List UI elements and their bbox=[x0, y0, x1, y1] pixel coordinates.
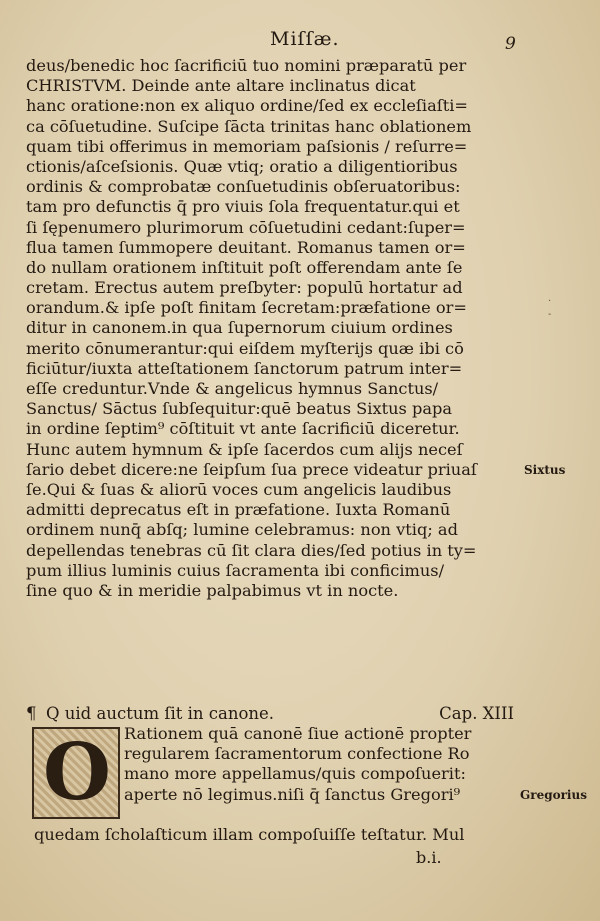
pilcrow-icon: ¶ bbox=[26, 704, 37, 723]
text-line: ſario debet dicere:ne ſeipſum ſua prece videatur priuaſ bbox=[26, 459, 477, 479]
text-line: ordinem nunq̄ abſq; lumine celebramus: non vtiq; ad bbox=[26, 520, 458, 540]
margin-tick-icon: · bbox=[548, 296, 552, 307]
text-line: regularem ſacramentorum confectione Ro bbox=[124, 744, 470, 764]
text-line: in ordine ſeptim⁹ cōſtituit vt ante ſacrificiū diceretur. bbox=[26, 419, 460, 439]
text-line: pum illius luminis cuius ſacramenta ibi conficimus/ bbox=[26, 560, 445, 580]
text-line: Rationem quā canonē ſiue actionē propter bbox=[124, 724, 472, 743]
text-line: depellendas tenebras cū ſit clara dies/ſed potius in ty= bbox=[26, 540, 477, 560]
text-line: CHRISTVM. Deinde ante altare inclinatus dicat bbox=[26, 76, 416, 96]
text-line: Hunc autem hymnum & ipſe ſacerdos cum alijs neceſ bbox=[26, 439, 463, 459]
text-line: admitti deprecatus eſt in præfatione. Iuxta Romanū bbox=[26, 500, 451, 520]
body-text bbox=[26, 56, 520, 601]
chapter-text bbox=[124, 724, 520, 805]
text-line: ctionis/aſceſsionis. Quæ vtiq; oratio a diligentioribus bbox=[26, 156, 458, 176]
text-line: ca cōſuetudine. Suſcipe ſācta trinitas hanc oblationem bbox=[26, 116, 472, 136]
text-line: quam tibi offerimus in memoriam paſsionis / reſurre= bbox=[26, 136, 468, 156]
text-line: quedam ſcholaſticum illam compoſuiſſe teſtatur. Mul bbox=[34, 825, 465, 844]
text-line: tam pro defunctis q̄ pro viuis ſola frequentatur.qui et bbox=[26, 197, 460, 217]
margin-note-gregorius: Gregorius bbox=[520, 788, 587, 802]
text-line: merito cōnumerantur:qui eiſdem myſterijs quæ ibi cō bbox=[26, 338, 464, 358]
folio-number: 9 bbox=[505, 34, 516, 54]
text-line: orandum.& ipſe poſt finitam ſecretam:præfatione or= bbox=[26, 298, 467, 318]
chapter-number: Cap. XIII bbox=[439, 704, 514, 723]
chapter-title: Q uid auctum ſit in canone. bbox=[46, 704, 275, 723]
text-line: eſſe creduntur.Vnde & angelicus hymnus Sanctus/ bbox=[26, 379, 439, 398]
text-line: ficiūtur/iuxta atteſtationem ſanctorum patrum inter= bbox=[26, 358, 463, 378]
initial-letter: O bbox=[43, 727, 111, 818]
signature-mark: b.i. bbox=[416, 848, 442, 867]
chapter-heading bbox=[26, 704, 520, 724]
text-line: mano more appellamus/quis compoſuerit: bbox=[124, 764, 466, 784]
running-head: Miſſæ. bbox=[270, 28, 340, 50]
text-line: cretam. Erectus autem preſbyter: populū hortatur ad bbox=[26, 278, 463, 298]
text-line: ordinis & comprobatæ conſuetudinis obſeruatoribus: bbox=[26, 177, 461, 197]
text-line: ditur in canonem.in qua ſupernorum ciuium ordines bbox=[26, 318, 453, 338]
text-line: aperte nō legimus.niſi q̄ ſanctus Gregori⁹ bbox=[124, 784, 461, 804]
text-line: hanc oratione:non ex aliquo ordine/ſed ex eccleſiaſti= bbox=[26, 96, 468, 116]
text-line: Sanctus/ Sāctus ſubſequitur:quē beatus Sixtus papa bbox=[26, 399, 452, 419]
decorated-initial bbox=[32, 727, 120, 819]
text-line: ſine quo & in meridie palpabimus vt in nocte. bbox=[26, 580, 399, 600]
text-line: ſe.Qui & ſuas & aliorū voces cum angelicis laudibus bbox=[26, 479, 452, 499]
text-line: deus/benedic hoc ſacrificiū tuo nomini præparatū per bbox=[26, 56, 467, 75]
text-line: ſi ſępenumero plurimorum cōſuetudini cedant:ſuper= bbox=[26, 217, 466, 237]
margin-tick-icon: - bbox=[548, 309, 552, 320]
text-line: flua tamen ſummopere deuitant. Romanus tamen or= bbox=[26, 237, 466, 257]
margin-note-sixtus: Sixtus bbox=[524, 463, 566, 477]
text-line: do nullam orationem inſtituit poſt offerendam ante ſe bbox=[26, 257, 463, 277]
